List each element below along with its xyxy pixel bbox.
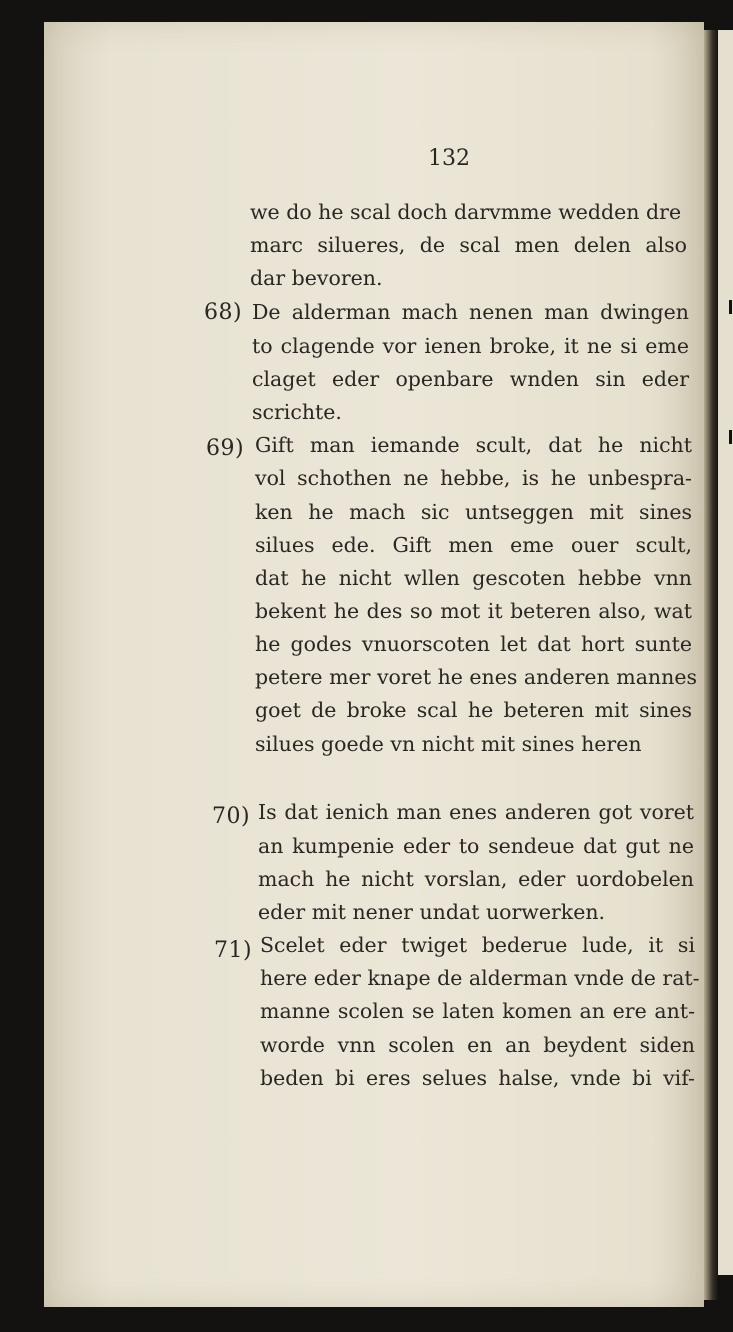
- text-line: marc silueres, de scal men delen also: [250, 233, 687, 257]
- entry-number: 71): [214, 938, 253, 963]
- text-line: here eder knape de alderman vnde de rat-: [260, 966, 700, 990]
- text-line: bekent he des so mot it beteren also, wat: [255, 599, 692, 623]
- text-line: ken he mach sic untseggen mit sines: [255, 500, 692, 524]
- text-line: scrichte.: [252, 400, 342, 424]
- text-line: vol schothen ne hebbe, is he unbespra-: [255, 466, 692, 490]
- bleed-mark: [729, 430, 732, 444]
- text-line: silues goede vn nicht mit sines heren: [255, 732, 642, 756]
- text-line: goet de broke scal he beteren mit sines: [255, 698, 692, 722]
- text-line: he godes vnuorscoten let dat hort sunte: [255, 632, 692, 656]
- text-line: claget eder openbare wnden sin eder: [252, 367, 689, 391]
- text-line: Gift man iemande scult, dat he nicht: [255, 433, 692, 457]
- page-edge-shadow: [704, 30, 718, 1300]
- entry-number: 69): [206, 436, 245, 461]
- text-line: Scelet eder twiget bederue lude, it si: [260, 933, 695, 957]
- text-line: De alderman mach nenen man dwingen: [252, 300, 689, 324]
- text-line: mach he nicht vorslan, eder uordobelen: [258, 867, 694, 891]
- text-line: dat he nicht wllen gescoten hebbe vnn: [255, 566, 692, 590]
- text-line: Is dat ienich man enes anderen got voret: [258, 800, 694, 824]
- text-line: manne scolen se laten komen an ere ant-: [260, 999, 695, 1023]
- text-line: to clagende vor ienen broke, it ne si eme: [252, 334, 689, 358]
- text-line: worde vnn scolen en an beydent siden: [260, 1033, 695, 1057]
- bleed-mark: [729, 300, 732, 314]
- entry-number: 68): [204, 300, 243, 325]
- page-number: 132: [428, 146, 470, 171]
- text-line: eder mit nener undat uorwerken.: [258, 900, 606, 924]
- text-line: petere mer voret he enes anderen mannes: [255, 665, 697, 689]
- text-line: beden bi eres selues halse, vnde bi vif-: [260, 1066, 695, 1090]
- next-page-sliver: [718, 30, 733, 1275]
- text-line: silues ede. Gift men eme ouer scult,: [255, 533, 692, 557]
- text-line: an kumpenie eder to sendeue dat gut ne: [258, 834, 694, 858]
- text-line: dar bevoren.: [250, 266, 383, 290]
- text-line: we do he scal doch darvmme wedden dre: [250, 200, 682, 224]
- entry-number: 70): [212, 804, 251, 829]
